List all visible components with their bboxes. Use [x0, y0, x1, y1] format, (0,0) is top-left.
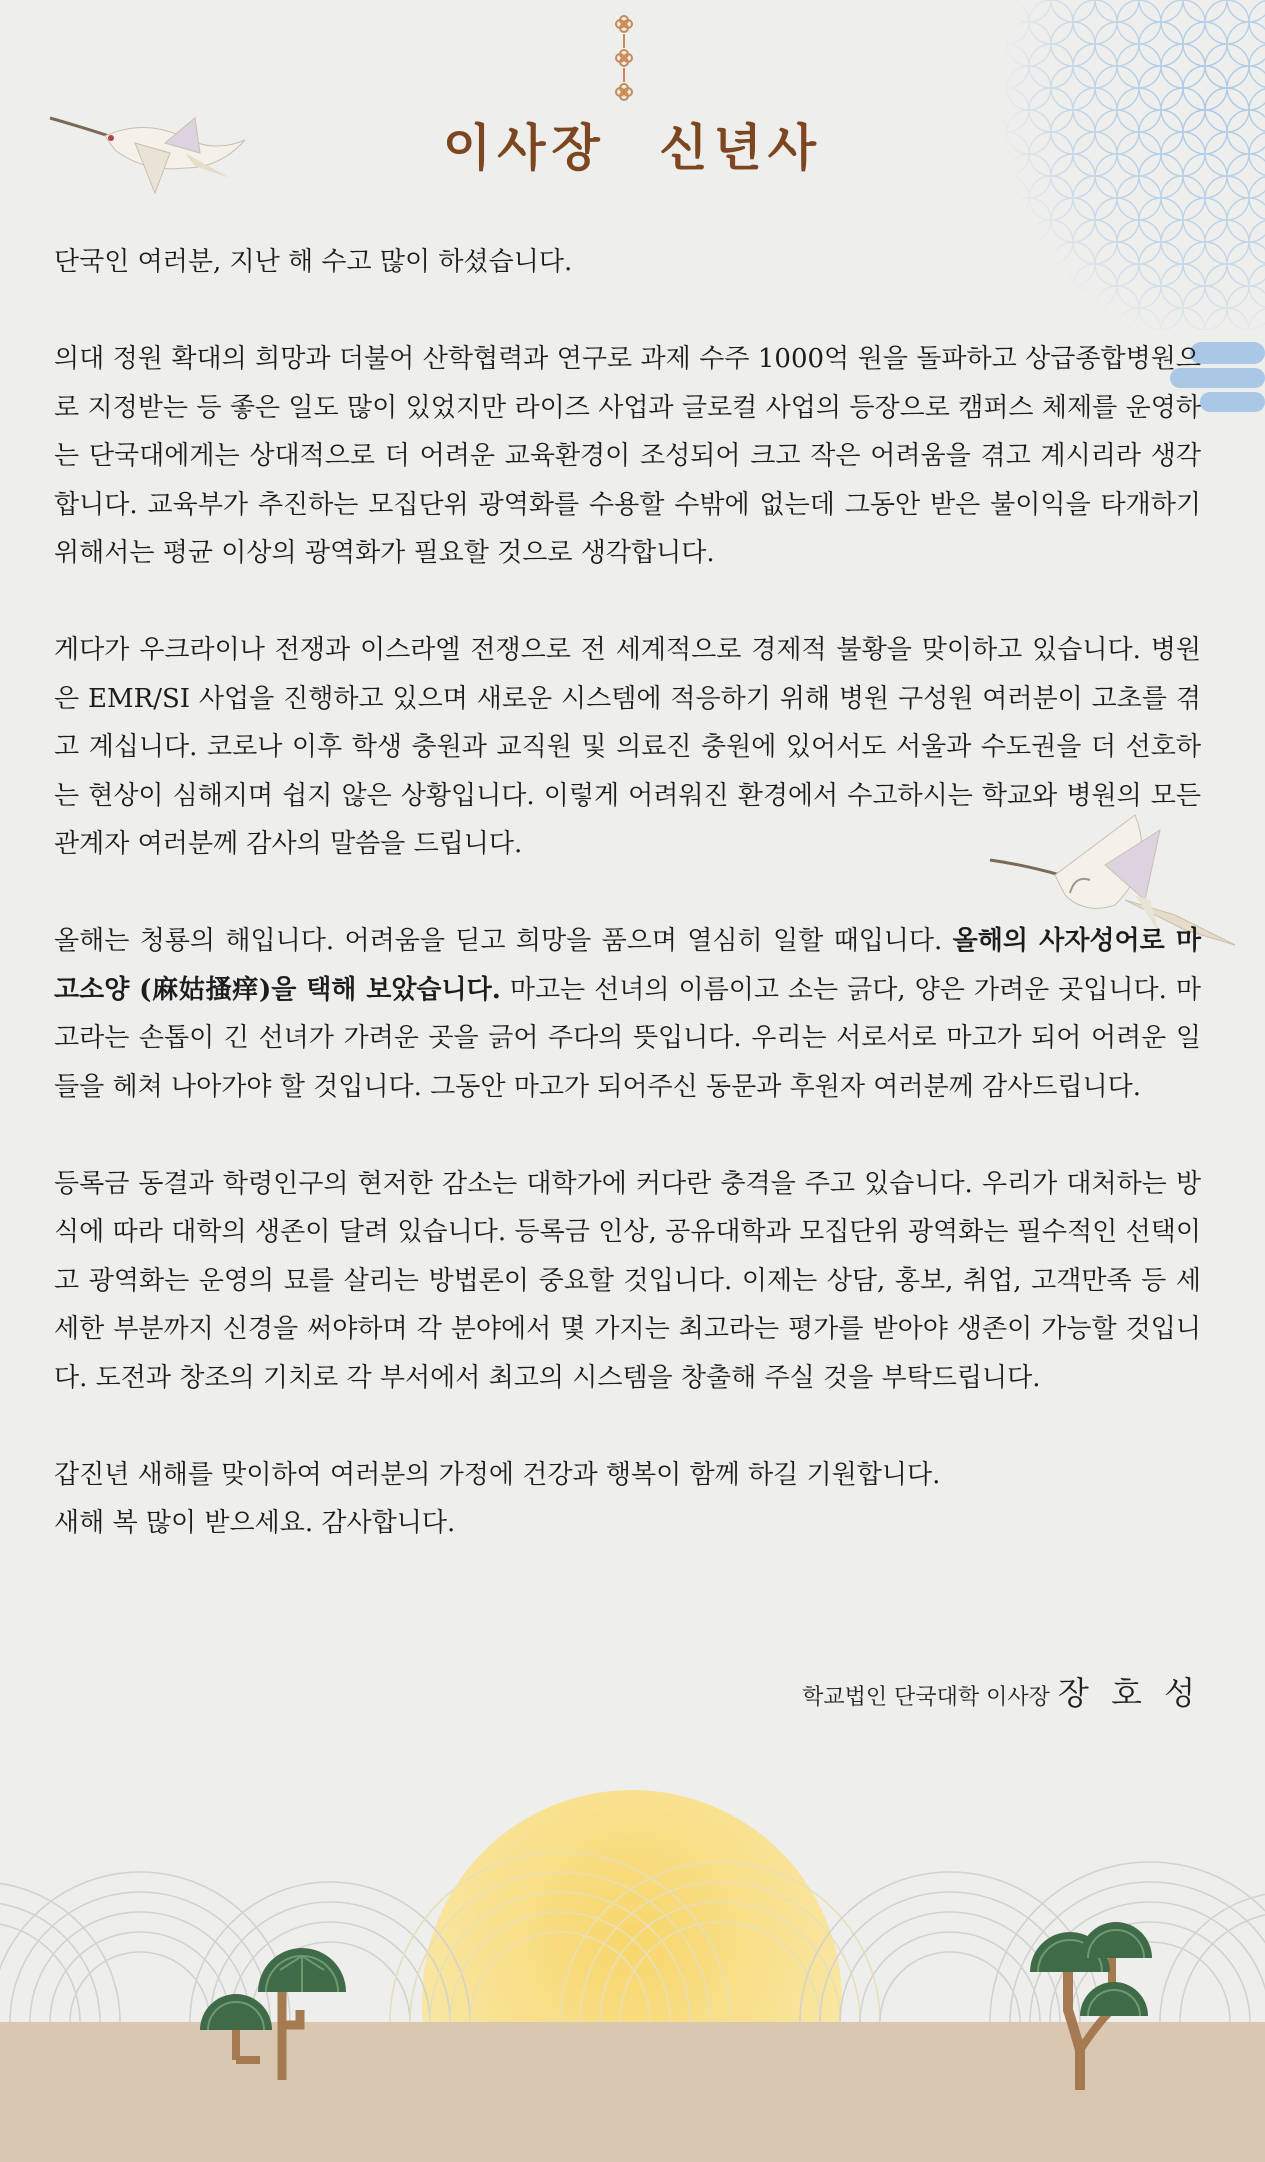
signature-name: 장 호 성 [1057, 1674, 1201, 1712]
paragraph: 등록금 동결과 학령인구의 현저한 감소는 대학가에 커다란 충격을 주고 있습니다. 우리가 대처하는 방식에 따라 대학의 생존이 달려 있습니다. 등록금 인상, 공유대학과 모집단위 광역화는 필수적인 선택이고 광역화는 운영의 묘를 살리는 방법론이 중요할 것입니다. 이제는 상담, 홍보, 취업, 고객만족 등 세세한 부분까지 신경을 써야하며 각 분야에서 몇 가지는 최고라는 평가를 받아야 생존이 가능할 것입니다. 도전과 창조의 기치로 각 부서에서 최고의 시스템을 창출해 주실 것을 부탁드립니다. [54, 1168, 1201, 1393]
closing-line: 새해 복 많이 받으세요. 감사합니다. [54, 1508, 456, 1538]
page-title: 이사장 신년사 [442, 119, 823, 177]
signature-affiliation: 학교법인 단국대학 이사장 [802, 1685, 1050, 1710]
landscape-illustration [0, 1760, 1265, 2162]
paragraph: 의대 정원 확대의 희망과 더불어 산학협력과 연구로 과제 수주 1000억 원을 돌파하고 상급종합병원으로 지정받는 등 좋은 일도 많이 있었지만 라이즈 사업과 글로컬 사업의 등장으로 캠퍼스 체제를 운영하는 단국대에게는 상대적으로 더 어려운 교육환경이 조성되어 크고 작은 어려움을 겪고 계시리라 생각합니다. 교육부가 추진하는 모집단위 광역화를 수용할 수밖에 없는데 그동안 받은 불이익을 타개하기 위해서는 평균 이상의 광역화가 필요할 것으로 생각합니다. [54, 344, 1201, 568]
idiom-highlight: 올해의 사자성어로 마고소양 (麻姑搔痒)을 택해 보았습니다. [54, 926, 1201, 1005]
paragraph [54, 917, 1201, 1111]
closing-line: 갑진년 새해를 맞이하여 여러분의 가정에 건강과 행복이 함께 하길 기원합니다. [54, 1459, 941, 1490]
paragraph: 게다가 우크라이나 전쟁과 이스라엘 전쟁으로 전 세계적으로 경제적 불황을 맞이하고 있습니다. 병원은 EMR/SI 사업을 진행하고 있으며 새로운 시스템에 적응하기 위해 병원 구성원 여러분이 고초를 겪고 계십니다. 코로나 이후 학생 충원과 교직원 및 의료진 충원에 있어서도 서울과 수도권을 더 선호하는 현상이 심해지며 쉽지 않은 상황입니다. 이렇게 어려워진 환경에서 수고하시는 학교와 병원의 모든 관계자 여러분께 감사의 말씀을 드립니다. [54, 635, 1201, 859]
signature [802, 1668, 1201, 1714]
knot-ornament [610, 14, 638, 106]
letter-body [54, 238, 1201, 1548]
paragraph-text: 마고는 선녀의 이름이고 소는 긁다, 양은 가려운 곳입니다. 마고라는 손톱이 긴 선녀가 가려운 곳을 긁어 주다의 뜻입니다. 우리는 서로서로 마고가 되어 어려운 일들을 헤쳐 나아가야 할 것입니다. 그동안 마고가 되어주신 동문과 후원자 여러분께 감사드립니다. [54, 974, 1202, 1102]
greeting: 단국인 여러분, 지난 해 수고 많이 하셨습니다. [54, 247, 573, 277]
paragraph-text: 올해는 청룡의 해입니다. 어려움을 딛고 희망을 품으며 열심히 일할 때입니다. [54, 926, 953, 956]
